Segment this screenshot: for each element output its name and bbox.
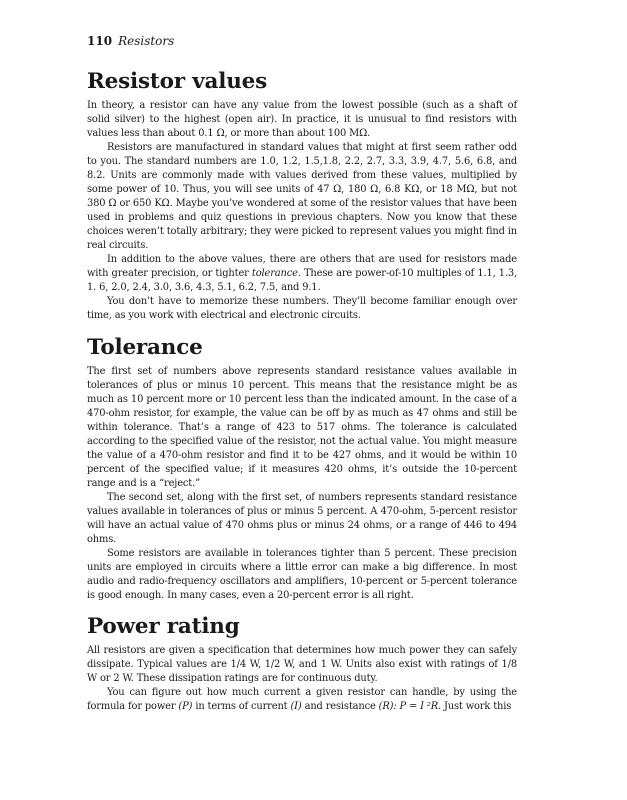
section-heading-power-rating: Power rating — [87, 614, 240, 639]
emphasis-variable: (P) — [178, 701, 193, 712]
paragraph: Resistors are manufactured in standard values that might at first seem rather odd to you. The standard numbers are 1.0, 1.2, 1.5,1.8, 2.2, 2.7, 3.3, 3.9, 4.7, 5.6, 6.8, and 8.2. Units are commonly made with values derived from these values, multiplied by some power of 10. Thus, you will see units of 47 Ω, 180 Ω, 6.8 KΩ, or 18 MΩ, but not 380 Ω or 650 KΩ. Maybe you’ve wondered at some of the resistor values that have been used in problems and quiz questions in previous chapters. Now you know that these choices weren’t totally arbitrary; they were picked to represent values you might find in real circuits. — [87, 142, 517, 251]
paragraph: In theory, a resistor can have any value from the lowest possible (such as a shaft of solid silver) to the highest (open air). In practice, it is unusual to find resistors with values less than about 0.1 Ω, or more than about 100 MΩ. — [87, 100, 517, 139]
formula: P = I ²R. — [399, 701, 441, 712]
emphasis: tolerance. — [251, 268, 301, 279]
page-body — [87, 68, 517, 714]
section-heading-resistor-values: Resistor values — [87, 69, 268, 94]
paragraph: You can figure out how much current a given resistor can handle, by using the formula for power (P) in terms of current (I) and resistance (R): P = I ²R. Just work this — [87, 687, 517, 712]
emphasis-variable: (I) — [290, 701, 302, 712]
paragraph: In addition to the above values, there are others that are used for resistors made with greater precision, or tighter tolerance. These are power-of-10 multiples of 1.1, 1.3, 1. 6, 2.0, 2.4, 3.0, 3.6, 4.3, 5.1, 6.2, 7.5, and 9.1. — [87, 254, 517, 293]
running-head — [87, 34, 174, 48]
paragraph: You don’t have to memorize these numbers. They’ll become familiar enough over time, as you work with electrical and electronic circuits. — [87, 296, 517, 321]
paragraph: All resistors are given a specification that determines how much power they can safely dissipate. Typical values are 1/4 W, 1/2 W, and 1 W. Units also exist with ratings of 1/8 W or 2 W. These dissipation ratings are for continuous duty. — [87, 645, 517, 684]
section-heading-tolerance: Tolerance — [87, 335, 203, 360]
paragraph: Some resistors are available in tolerances tighter than 5 percent. These precision units are employed in circuits where a little error can make a big difference. In most audio and radio-frequency oscillators and amplifiers, 10-percent or 5-percent tolerance is good enough. In many cases, even a 20-percent error is all right. — [87, 548, 517, 601]
emphasis-variable: (R): — [378, 701, 397, 712]
paragraph: The second set, along with the first set, of numbers represents standard resistance values available in tolerances of plus or minus 5 percent. A 470-ohm, 5-percent resistor will have an actual value of 470 ohms plus or minus 24 ohms, or a range of 446 to 494 ohms. — [87, 492, 517, 545]
page-number: 110 — [87, 34, 113, 48]
chapter-title: Resistors — [118, 34, 175, 48]
paragraph: The first set of numbers above represents standard resistance values available in tolerances of plus or minus 10 percent. This means that the resistance might be as much as 10 percent more or 10 percent less than the indicated amount. In the case of a 470-ohm resistor, for example, the value can be off by as much as 47 ohms and still be within tolerance. That’s a range of 423 to 517 ohms. The tolerance is calculated according to the specified value of the resistor, not the actual value. You might measure the value of a 470-ohm resistor and find it to be 427 ohms, and it would be within 10 percent of the specified value; if it measures 420 ohms, it’s outside the 10-percent range and is a “reject.” — [87, 366, 517, 489]
